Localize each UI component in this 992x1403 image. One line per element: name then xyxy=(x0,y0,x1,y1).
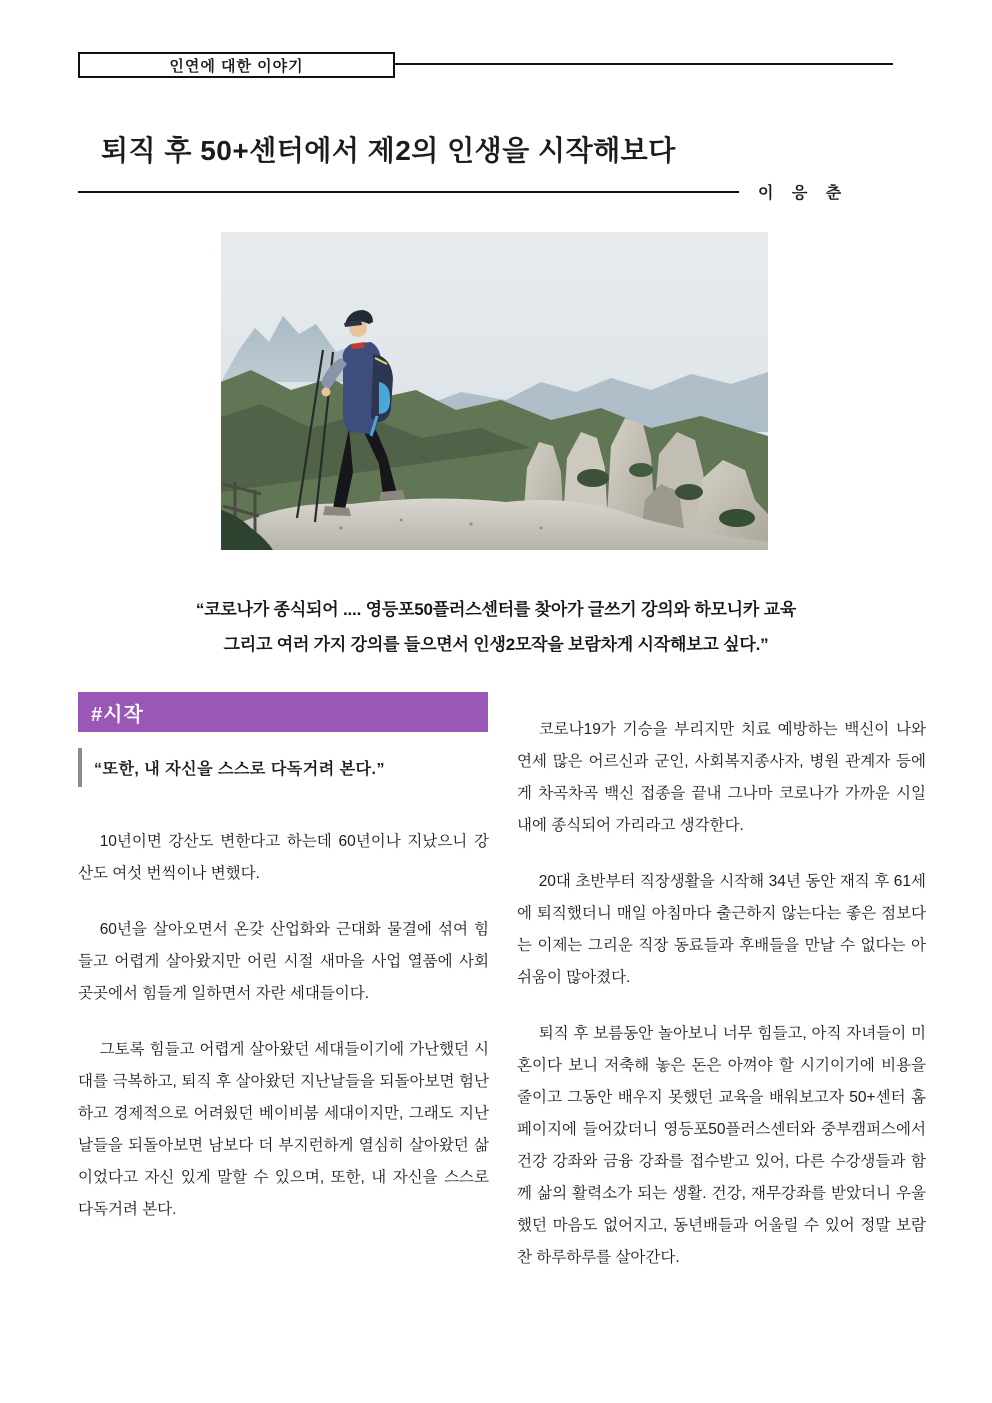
section-heading-label: #시작 xyxy=(91,703,144,726)
section-sub-quote: “또한, 내 자신을 스스로 다독거려 본다.” xyxy=(78,748,488,787)
paragraph: 그토록 힘들고 어렵게 살아왔던 세대들이기에 가난했던 시대를 극복하고, 퇴직 후 살아왔던 지난날들을 되돌아보면 험난하고 경제적으로 어려웠던 베이비붐 세대이지만, 그래도 지난날들을 되돌아보면 남보다 더 부지런하게 열심히 살아왔던 삶이었다고 자신 있게 말할 수 있으며, 또한, 내 자신을 스스로 다독거려 본다. xyxy=(78,1041,489,1218)
page-title: 퇴직 후 50+센터에서 제2의 인생을 시작해보다 xyxy=(101,134,676,166)
kicker-rule xyxy=(395,63,893,65)
kicker-box xyxy=(78,52,395,78)
pull-quote-line2: 그리고 여러 가지 강의를 들으면서 인생2모작을 보람차게 시작해보고 싶다.” xyxy=(223,635,769,654)
author-rule xyxy=(78,191,739,193)
author-name: 이 응 춘 xyxy=(758,185,849,202)
paragraph: 10년이면 강산도 변한다고 하는데 60년이나 지났으니 강산도 여섯 번씩이나 변했다. xyxy=(78,833,489,882)
article-photo xyxy=(221,232,768,550)
paragraph: 20대 초반부터 직장생활을 시작해 34년 동안 재직 후 61세에 퇴직했더니 매일 아침마다 출근하지 않는다는 좋은 점보다는 이제는 그리운 직장 동료들과 후배들을 만날 수 없다는 아쉬움이 많아졌다. xyxy=(517,873,926,986)
body-column-right xyxy=(517,714,926,1298)
paragraph: 퇴직 후 보름동안 놀아보니 너무 힘들고, 아직 자녀들이 미혼이다 보니 저축해 놓은 돈은 아껴야 할 시기이기에 비용을 줄이고 그동안 배우지 못했던 교육을 배워보고자 50+센터 홈페이지에 들어갔더니 영등포50플러스센터와 중부캠퍼스에서 건강 강좌와 금융 강좌를 접수받고 있어, 다른 수강생들과 함께 삶의 활력소가 되는 생활. 건강, 재무강좌를 받았더니 우울했던 마음도 없어지고, 동년배들과 어울릴 수 있어 정말 보람찬 하루하루를 살아간다. xyxy=(517,1025,926,1266)
pull-quote xyxy=(60,592,932,662)
paragraph: 코로나19가 기승을 부리지만 치료 예방하는 백신이 나와 연세 많은 어르신과 군인, 사회복지종사자, 병원 관계자 등에게 차곡차곡 백신 접종을 끝내 그나마 코로나가 가까운 시일 내에 종식되어 가리라고 생각한다. xyxy=(517,721,926,834)
section-heading-banner xyxy=(78,692,488,732)
paragraph: 60년을 살아오면서 온갖 산업화와 근대화 물결에 섞여 힘들고 어렵게 살아왔지만 어린 시절 새마을 사업 열품에 사회 곳곳에서 힘들게 일하면서 자란 세대들이다. xyxy=(78,921,489,1002)
kicker-label: 인연에 대한 이야기 xyxy=(169,57,304,75)
body-column-left xyxy=(78,826,489,1250)
pull-quote-line1: “코로나가 종식되어 .... 영등포50플러스센터를 찾아가 글쓰기 강의와 하모니카 교육 xyxy=(195,600,797,619)
mountain-photo-illustration xyxy=(221,232,768,550)
